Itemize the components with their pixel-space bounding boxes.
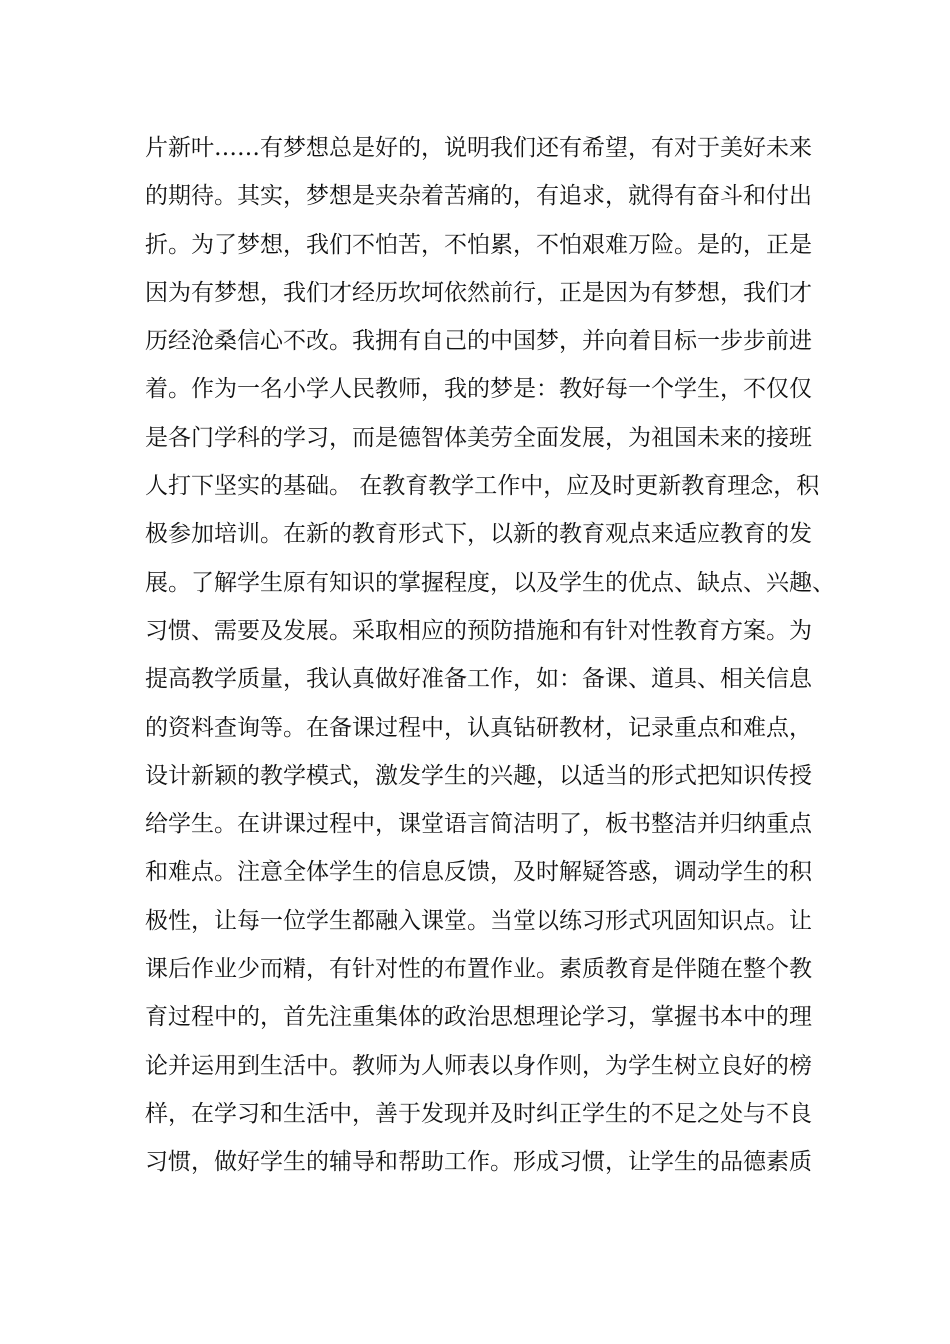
text-line: 折。为了梦想，我们不怕苦，不怕累，不怕艰难万险。是的，正是 <box>145 231 812 258</box>
text-line: 习惯、需要及发展。采取相应的预防措施和有针对性教育方案。为 <box>145 617 812 644</box>
text-line: 的期待。其实，梦想是夹杂着苦痛的，有追求，就得有奋斗和付出 <box>145 183 812 210</box>
text-line: 片新叶……有梦想总是好的，说明我们还有希望，有对于美好未来 <box>145 135 812 161</box>
text-line: 育过程中的，首先注重集体的政治思想理论学习，掌握书本中的理 <box>145 1004 812 1031</box>
text-line: 设计新颖的教学模式，激发学生的兴趣，以适当的形式把知识传授 <box>145 762 812 789</box>
text-line: 样，在学习和生活中，善于发现并及时纠正学生的不足之处与不良 <box>145 1100 812 1127</box>
text-line: 提高教学质量，我认真做好准备工作，如：备课、道具、相关信息 <box>145 666 812 693</box>
text-line: 给学生。在讲课过程中，课堂语言简洁明了，板书整洁并归纳重点 <box>145 811 812 838</box>
text-line: 因为有梦想，我们才经历坎坷依然前行，正是因为有梦想，我们才 <box>145 279 812 306</box>
text-line: 人打下坚实的基础。 在教育教学工作中，应及时更新教育理念，积 <box>145 473 820 500</box>
text-line: 课后作业少而精，有针对性的布置作业。素质教育是伴随在整个教 <box>145 956 812 983</box>
text-line: 着。作为一名小学人民教师，我的梦是：教好每一个学生，不仅仅 <box>145 376 812 403</box>
text-line: 和难点。注意全体学生的信息反馈，及时解疑答惑，调动学生的积 <box>145 859 812 886</box>
text-line: 历经沧桑信心不改。我拥有自己的中国梦，并向着目标一步步前进 <box>145 328 812 355</box>
text-line: 是各门学科的学习，而是德智体美劳全面发展，为祖国未来的接班 <box>145 424 812 451</box>
text-line: 论并运用到生活中。教师为人师表以身作则，为学生树立良好的榜 <box>145 1052 812 1079</box>
text-line: 习惯，做好学生的辅导和帮助工作。形成习惯，让学生的品德素质 <box>145 1149 812 1176</box>
text-line: 极参加培训。在新的教育形式下，以新的教育观点来适应教育的发 <box>145 521 812 548</box>
text-line: 的资料查询等。在备课过程中，认真钻研教材，记录重点和难点， <box>145 714 812 741</box>
text-line: 展。了解学生原有知识的掌握程度，以及学生的优点、缺点、兴趣、 <box>145 569 835 596</box>
text-line: 极性，让每一位学生都融入课堂。当堂以练习形式巩固知识点。让 <box>145 907 812 934</box>
body-text <box>145 124 835 1187</box>
